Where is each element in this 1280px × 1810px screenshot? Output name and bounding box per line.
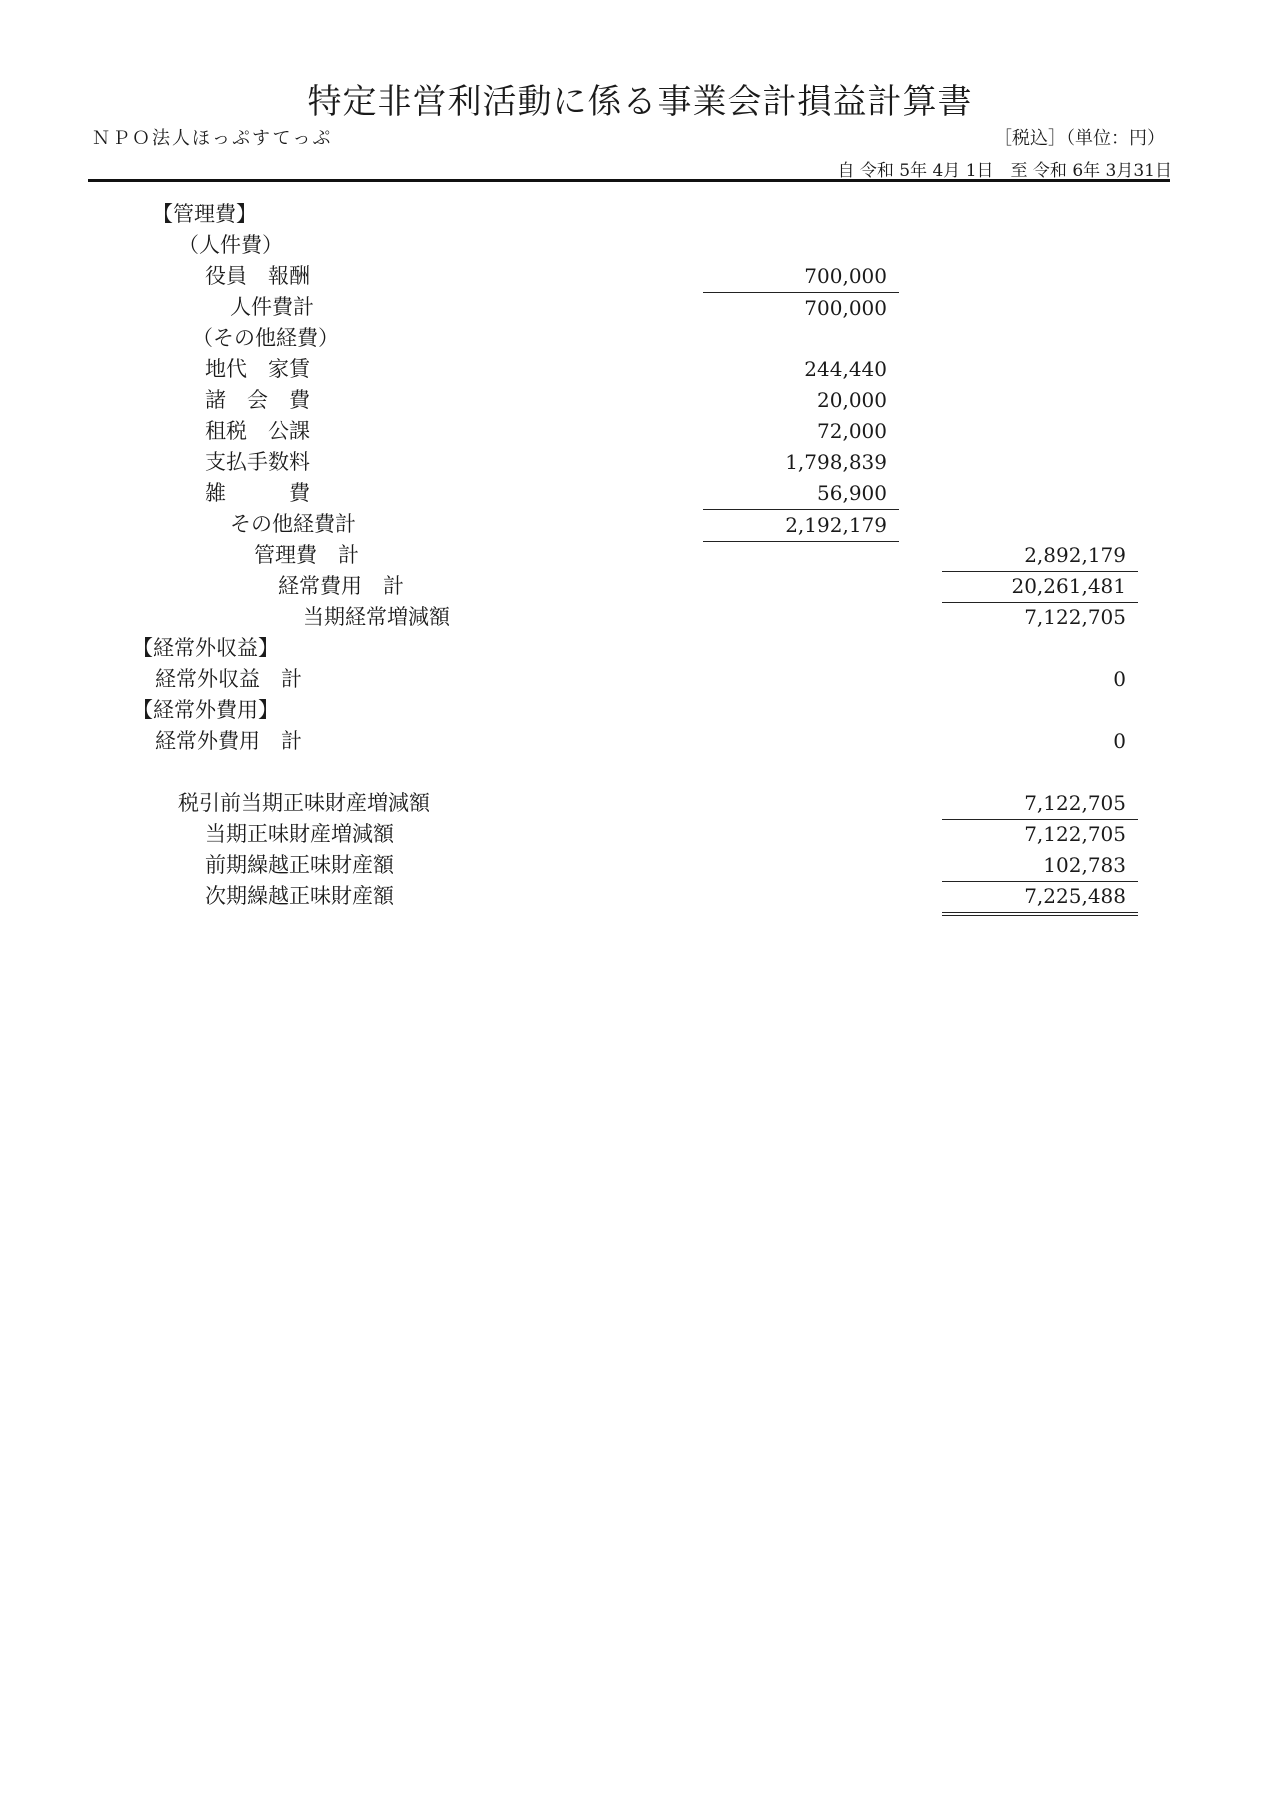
statement-row <box>0 633 1280 664</box>
row-label: 租税 公課 <box>205 419 310 443</box>
total-amount: 0 <box>1113 729 1126 753</box>
row-label: 雑 費 <box>205 481 310 505</box>
statement-row <box>0 385 1280 416</box>
row-label: 経常外費用 計 <box>155 729 302 753</box>
row-label: 経常費用 計 <box>278 574 404 598</box>
detail-amount: 20,000 <box>817 388 887 412</box>
row-label: 経常外収益 計 <box>155 667 302 691</box>
row-label: 役員 報酬 <box>205 264 310 288</box>
detail-amount: 2,192,179 <box>703 509 899 542</box>
statement-row <box>0 509 1280 540</box>
row-label: 地代 家賃 <box>205 357 310 381</box>
statement-row <box>0 230 1280 261</box>
statement-row <box>0 540 1280 571</box>
statement-row <box>0 323 1280 354</box>
statement-row <box>0 602 1280 633</box>
row-label: （その他経費） <box>192 326 339 350</box>
total-amount: 2,892,179 <box>942 540 1138 572</box>
statement-row <box>0 416 1280 447</box>
tax-unit-note: ［税込］（単位：円） <box>994 128 1165 149</box>
row-label: 前期繰越正味財産額 <box>205 853 394 877</box>
row-label: 支払手数料 <box>205 450 310 474</box>
detail-amount: 700,000 <box>804 264 887 288</box>
statement-row <box>0 881 1280 912</box>
statement-row <box>0 788 1280 819</box>
detail-amount: 56,900 <box>817 481 887 505</box>
detail-amount: 72,000 <box>817 419 887 443</box>
statement-row <box>0 726 1280 757</box>
detail-amount: 1,798,839 <box>785 450 887 474</box>
statement-row <box>0 292 1280 323</box>
row-label: その他経費計 <box>230 512 356 536</box>
total-amount: 7,225,488 <box>942 881 1138 916</box>
row-label: 管理費 計 <box>254 543 359 567</box>
header-rule <box>88 179 1170 182</box>
row-label: 次期繰越正味財産額 <box>205 884 394 908</box>
statement-row <box>0 261 1280 292</box>
statement-row <box>0 664 1280 695</box>
statement-row <box>0 819 1280 850</box>
statement-row <box>0 199 1280 230</box>
total-amount: 7,122,705 <box>1024 822 1126 846</box>
total-amount: 102,783 <box>942 850 1138 882</box>
row-label: 【管理費】 <box>152 202 257 226</box>
total-amount: 20,261,481 <box>942 571 1138 603</box>
row-label: 諸 会 費 <box>205 388 310 412</box>
document-title: 特定非営利活動に係る事業会計損益計算書 <box>307 82 973 122</box>
statement-row <box>0 571 1280 602</box>
total-amount: 0 <box>1113 667 1126 691</box>
detail-amount: 244,440 <box>804 357 887 381</box>
statement-row <box>0 695 1280 726</box>
statement-row <box>0 850 1280 881</box>
fiscal-period: 自 令和 5年 4月 1日 至 令和 6年 3月31日 <box>837 161 1172 181</box>
statement-row <box>0 354 1280 385</box>
row-label: （人件費） <box>178 233 283 257</box>
row-label: 税引前当期正味財産増減額 <box>178 791 430 815</box>
total-amount: 7,122,705 <box>1024 605 1126 629</box>
row-label: 【経常外費用】 <box>132 698 279 722</box>
total-amount: 7,122,705 <box>942 788 1138 820</box>
row-label: 当期経常増減額 <box>303 605 450 629</box>
row-label: 【経常外収益】 <box>132 636 279 660</box>
statement-row <box>0 447 1280 478</box>
detail-amount: 700,000 <box>703 292 899 324</box>
organization-name: ＮＰＯ法人ほっぷすてっぷ <box>92 128 333 149</box>
row-label: 当期正味財産増減額 <box>205 822 394 846</box>
row-label: 人件費計 <box>230 295 314 319</box>
statement-row <box>0 478 1280 509</box>
